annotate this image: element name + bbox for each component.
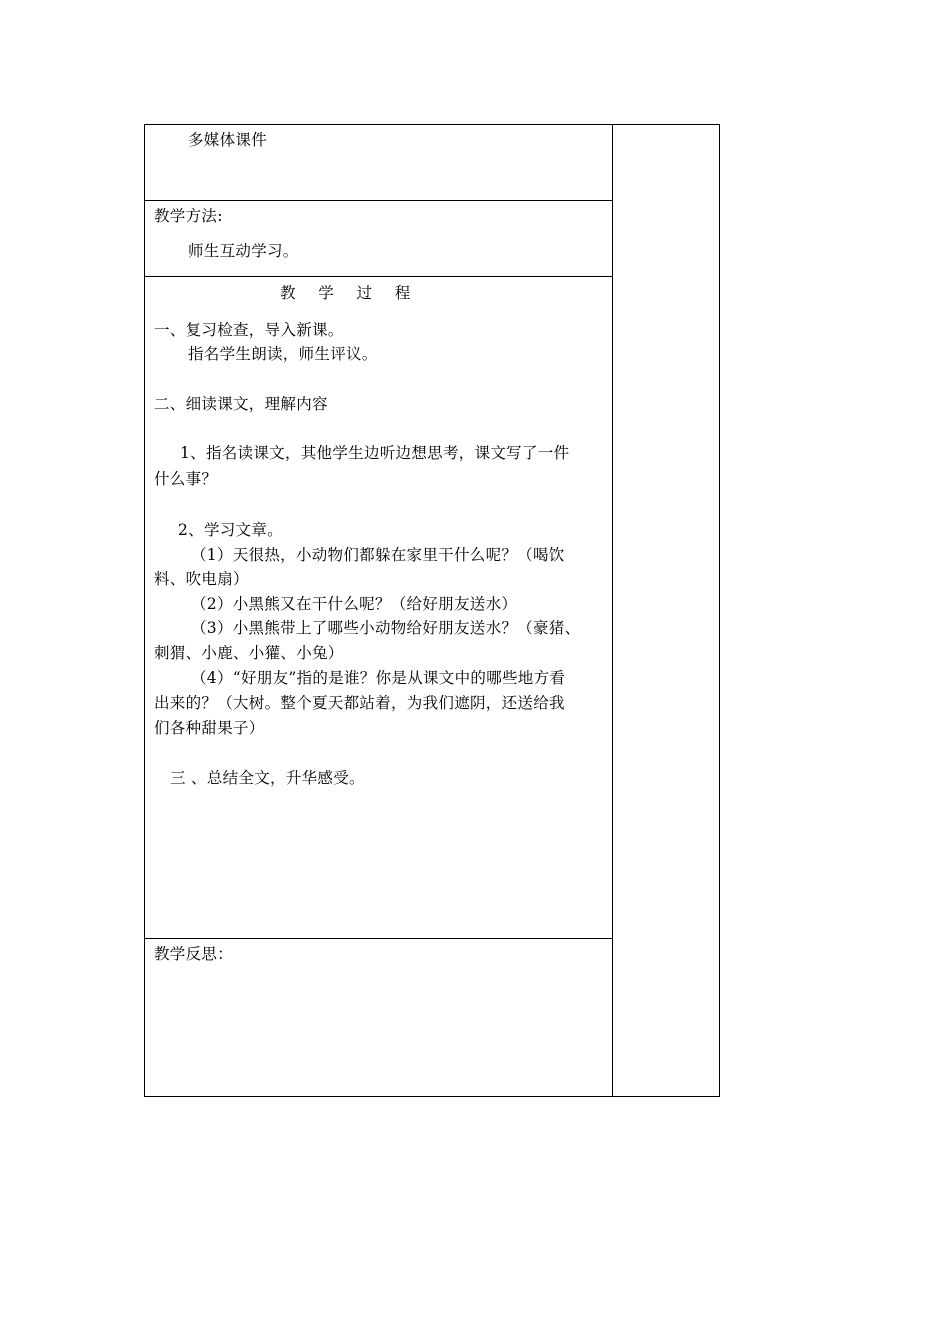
question-2-text: （2）小黑熊又在干什么呢？（给好朋友送水） xyxy=(191,595,518,613)
section-2-heading: 二、细读课文，理解内容 xyxy=(154,395,328,413)
notes-column xyxy=(612,125,613,1096)
item-1-line-1: 1、指名读课文，其他学生边听边想思考，课文写了一件 xyxy=(180,444,570,462)
materials-row xyxy=(145,125,612,201)
materials-text: 多媒体课件 xyxy=(188,131,268,149)
process-row xyxy=(145,277,612,939)
reflection-row xyxy=(145,939,612,1096)
section-1-text: 指名学生朗读，师生评议。 xyxy=(188,345,378,363)
item-1-line-2: 什么事？ xyxy=(154,470,218,488)
question-1-line-1: （1）天很热，小动物们都躲在家里干什么呢？（喝饮 xyxy=(191,546,565,564)
method-row xyxy=(145,201,612,277)
method-heading: 教学方法: xyxy=(154,207,223,225)
question-4-line-1: （4）“好朋友”指的是谁？你是从课文中的哪些地方看 xyxy=(191,669,566,687)
question-4-line-3: 们各种甜果子） xyxy=(154,719,265,737)
reflection-heading: 教学反思： xyxy=(154,945,234,963)
question-4-line-2: 出来的？（大树。整个夏天都站着，为我们遮阴，还送给我 xyxy=(154,694,565,712)
question-3-line-1: （3）小黑熊带上了哪些小动物给好朋友送水？（豪猪、 xyxy=(191,619,581,637)
question-3-line-2: 刺猬、小鹿、小獾、小兔） xyxy=(154,644,344,662)
process-title: 教 学 过 程 xyxy=(280,284,411,302)
question-1-line-2: 料、吹电扇） xyxy=(154,570,249,588)
section-1-heading: 一、复习检查，导入新课。 xyxy=(154,321,344,339)
item-2-text: 2、学习文章。 xyxy=(178,521,283,539)
lesson-plan-table xyxy=(144,124,720,1097)
section-3-heading: 三 、总结全文，升华感受。 xyxy=(170,769,365,787)
method-text: 师生互动学习。 xyxy=(188,242,299,260)
